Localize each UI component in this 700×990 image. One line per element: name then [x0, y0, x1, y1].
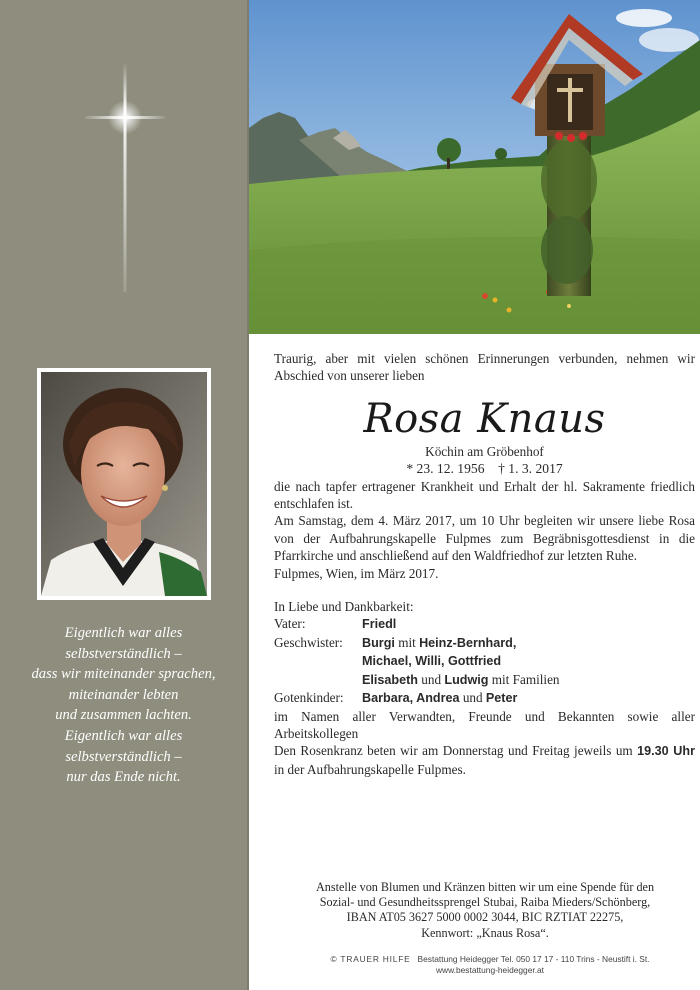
donation-line: Kennwort: „Knaus Rosa“.	[421, 925, 549, 940]
rosary-time: 19.30 Uhr	[637, 744, 695, 759]
footer	[280, 954, 700, 976]
father-label: Vater:	[274, 616, 306, 632]
godchild-name: Peter	[485, 691, 518, 706]
poem-line: miteinander lebten	[68, 686, 179, 703]
family-row-siblings	[274, 652, 695, 670]
place-date: Fulpmes, Wien, im März 2017.	[274, 565, 439, 581]
donation-line: Sozial- und Gesundheitssprengel Stubai, Raiba Mieders/Schönberg,	[319, 895, 651, 910]
godchild-names: Barbara, Andrea	[362, 691, 460, 706]
rosary-text: in der Aufbahrungskapelle Fulpmes.	[274, 761, 466, 777]
poem-line: selbstverständlich –	[65, 645, 182, 662]
sidebar	[0, 0, 247, 990]
deceased-name: Rosa Knaus	[363, 395, 606, 442]
company-info: Bestattung Heidegger Tel. 050 17 17 - 110 Trins - Neustift i. St.	[417, 954, 650, 964]
poem-line: nur das Ende nicht.	[66, 769, 181, 786]
portrait-photo	[37, 368, 211, 600]
death-statement: die nach tapfer ertragener Krankheit und Erhalt der hl. Sakramente friedlich entschlafen ist.	[274, 478, 695, 512]
relatives-text: im Namen aller Verwandten, Freunde und Bekannten sowie aller Arbeitskollegen	[274, 708, 695, 741]
connector-text: und	[459, 690, 486, 706]
life-dates	[274, 460, 695, 477]
godchildren-label: Gotenkinder:	[274, 690, 344, 706]
poem-line: Eigentlich war alles	[64, 727, 183, 744]
memorial-poem	[0, 623, 247, 788]
connector-text: und	[418, 671, 445, 687]
sibling-name: Ludwig	[444, 672, 489, 687]
deceased-occupation: Köchin am Gröbenhof	[425, 443, 544, 459]
connector-text: mit	[394, 634, 420, 650]
obituary-text	[274, 350, 695, 778]
poem-line: dass wir miteinander sprachen,	[31, 666, 216, 683]
family-intro: In Liebe und Dankbarkeit:	[274, 599, 414, 615]
sibling-names: Michael, Willi, Gottfried	[362, 654, 502, 669]
birth-date: * 23. 12. 1956	[406, 461, 485, 477]
donation-request	[270, 880, 700, 941]
siblings-label: Geschwister:	[274, 634, 343, 650]
shining-cross-icon	[85, 62, 165, 292]
rosary-info	[274, 742, 695, 778]
donation-line: Anstelle von Blumen und Kränzen bitten wir um eine Spende für den	[315, 880, 655, 894]
death-date: † 1. 3. 2017	[498, 461, 563, 477]
rosary-text: Den Rosenkranz beten wir am Donnerstag und Freitag jeweils um	[274, 743, 638, 759]
poem-line: und zusammen lachten.	[55, 707, 192, 724]
family-row-father	[274, 615, 695, 633]
sibling-name: Heinz-Bernhard,	[419, 635, 517, 650]
family-row-siblings	[274, 634, 695, 652]
poem-line: Eigentlich war alles	[64, 625, 183, 641]
family-row-siblings	[274, 671, 695, 689]
donation-line: IBAN AT05 3627 5000 0002 3044, BIC RZTIAT 22275,	[346, 910, 624, 925]
family-list	[274, 598, 695, 742]
funeral-info: Am Samstag, dem 4. März 2017, um 10 Uhr begleiten wir unsere liebe Rosa von der Aufbahrungskapelle Fulpmes zum Begräbnisgottesdienst in die Pfarrkirche und anschließend auf den Waldfriedhof zur letzten Ruhe.	[274, 513, 695, 564]
sibling-name: Elisabeth	[362, 672, 418, 687]
poem-line: selbstverständlich –	[65, 748, 182, 765]
hero-landscape-image	[249, 0, 700, 334]
website-link[interactable]: www.bestattung-heidegger.at	[435, 965, 544, 975]
father-name: Friedl	[362, 617, 397, 632]
brand-logo-text: © TRAUER HILFE	[330, 954, 411, 964]
family-row-godchildren	[274, 689, 695, 707]
intro-text: Traurig, aber mit vielen schönen Erinnerungen verbunden, nehmen wir Abschied von unserer lieben	[274, 351, 695, 384]
sibling-name: Burgi	[362, 635, 395, 650]
connector-text: mit Familien	[488, 671, 560, 687]
